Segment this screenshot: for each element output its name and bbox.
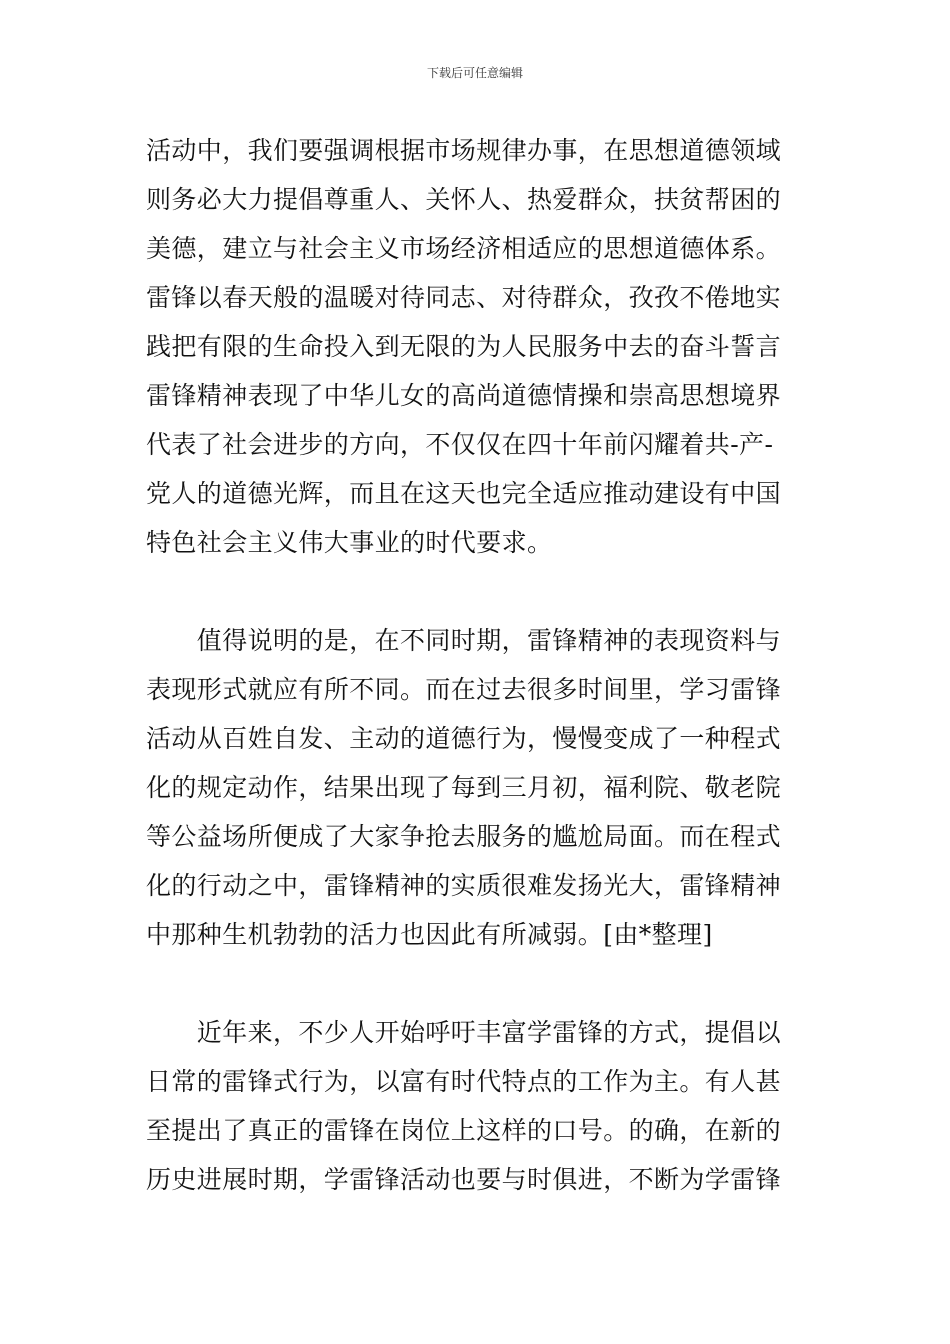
- text-line: 历史进展时期，学雷锋活动也要与时俱进，不断为学雷锋: [146, 1165, 782, 1194]
- text-line: 雷锋以春天般的温暖对待同志、对待群众，孜孜不倦地实: [146, 283, 782, 312]
- document-body: [146, 126, 811, 1204]
- text-line: 表现形式就应有所不同。而在过去很多时间里，学习雷锋: [146, 675, 782, 704]
- text-line: 美德，建立与社会主义市场经济相适应的思想道德体系。: [146, 234, 782, 263]
- text-line: 则务必大力提倡尊重人、关怀人、热爱群众，扶贫帮困的: [146, 185, 782, 214]
- paragraph-2: [146, 616, 811, 959]
- page-header: 下载后可任意编辑: [426, 66, 523, 80]
- text-line: 活动从百姓自发、主动的道德行为，慢慢变成了一种程式: [146, 724, 782, 753]
- text-line: 等公益场所便成了大家争抢去服务的尴尬局面。而在程式: [146, 822, 782, 851]
- text-line: 党人的道德光辉，而且在这天也完全适应推动建设有中国: [146, 479, 782, 508]
- text-line: 雷锋精神表现了中华儿女的高尚道德情操和崇高思想境界: [146, 381, 782, 410]
- paragraph-gap: [146, 567, 811, 616]
- paragraph-gap: [146, 959, 811, 1008]
- text-line: 近年来，不少人开始呼吁丰富学雷锋的方式，提倡以: [146, 1018, 782, 1047]
- paragraph-3: [146, 1008, 811, 1204]
- text-line: 特色社会主义伟大事业的时代要求。: [146, 528, 553, 557]
- text-line: 化的规定动作，结果出现了每到三月初，福利院、敬老院: [146, 773, 782, 802]
- text-line: 代表了社会进步的方向，不仅仅在四十年前闪耀着共-产-: [146, 430, 774, 459]
- text-line: 化的行动之中，雷锋精神的实质很难发扬光大，雷锋精神: [146, 871, 782, 900]
- text-line: 活动中，我们要强调根据市场规律办事，在思想道德领域: [146, 136, 782, 165]
- paragraph-1: [146, 126, 811, 567]
- text-line: 值得说明的是，在不同时期，雷锋精神的表现资料与: [146, 626, 782, 655]
- text-line: 至提出了真正的雷锋在岗位上这样的口号。的确，在新的: [146, 1116, 782, 1145]
- text-line: 中那种生机勃勃的活力也因此有所减弱。[由*整理]: [146, 920, 713, 949]
- text-line: 践把有限的生命投入到无限的为人民服务中去的奋斗誓言: [146, 332, 782, 361]
- text-line: 日常的雷锋式行为，以富有时代特点的工作为主。有人甚: [146, 1067, 782, 1096]
